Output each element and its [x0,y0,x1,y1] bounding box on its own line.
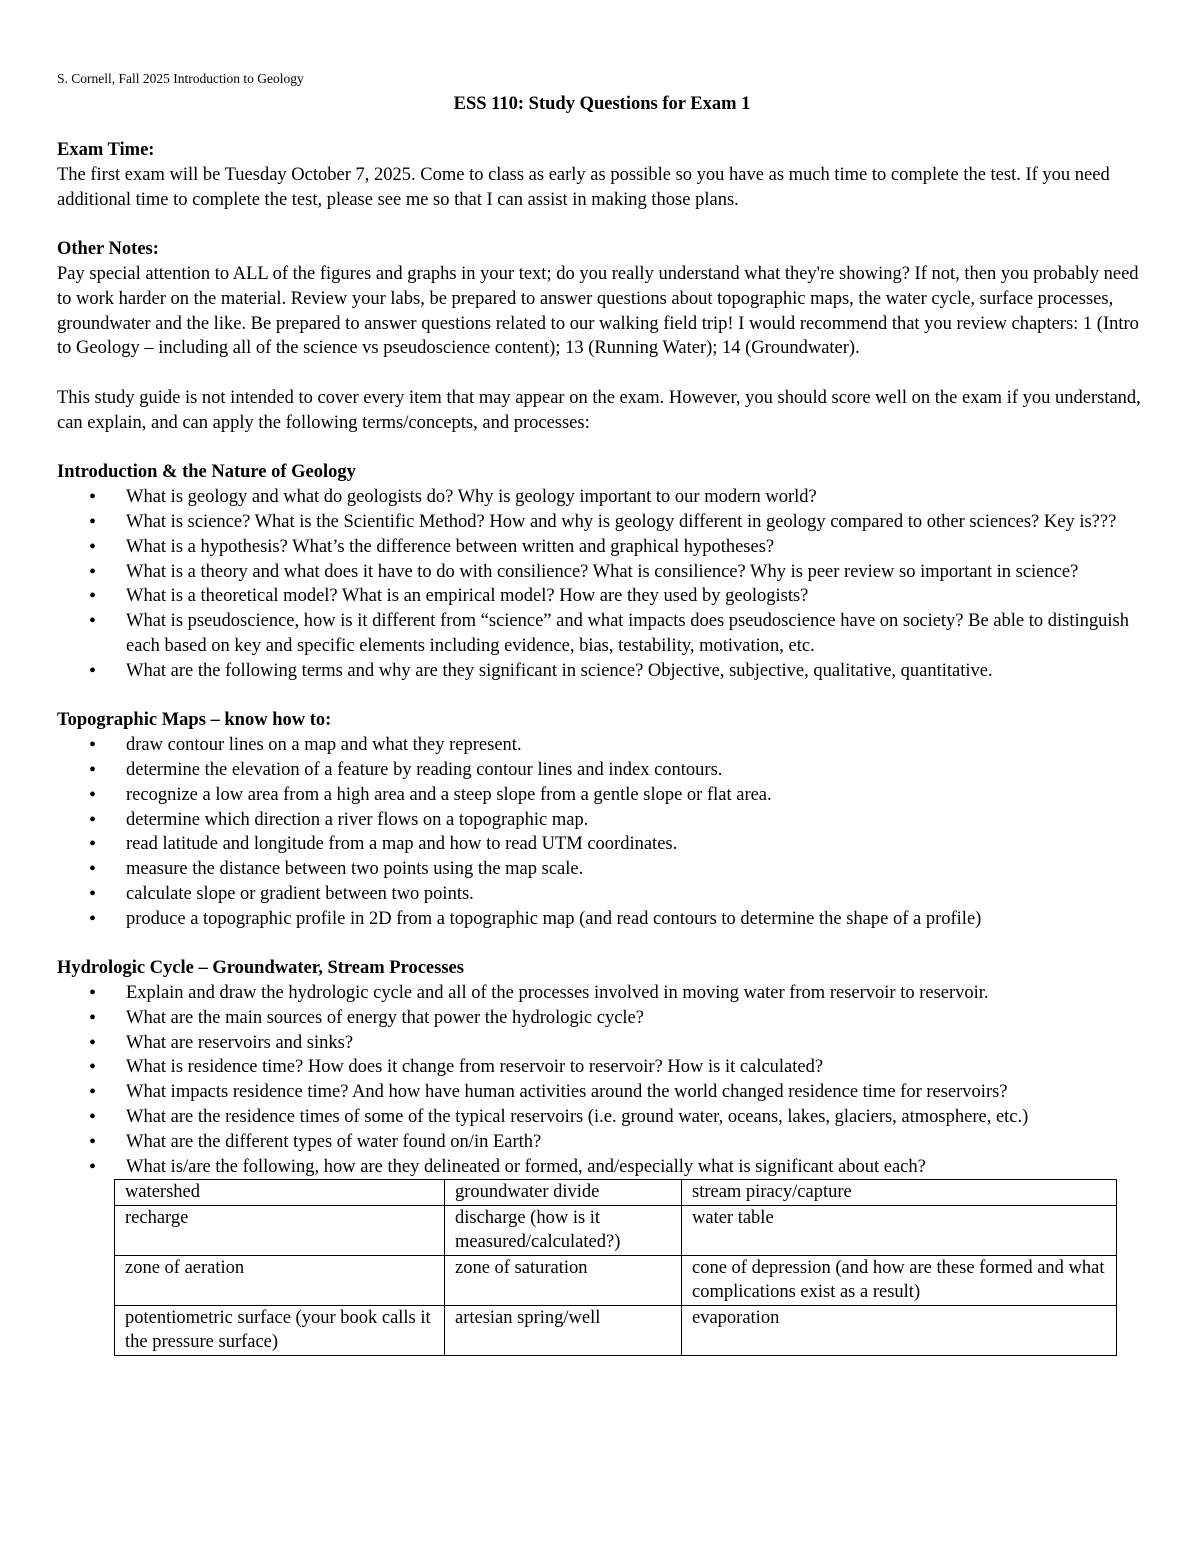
list-item: • produce a topographic profile in 2D from a topographic map (and read contours to determine the shape of a profile) [57,907,1147,932]
other-notes-heading: Other Notes: [57,239,159,260]
hydrologic-list [57,981,1147,1179]
list-item: • What is science? What is the Scientific Method? How and why is geology different in geology compared to other sciences? Key is??? [57,510,1147,535]
exam-time-heading: Exam Time: [57,140,155,160]
table-cell: artesian spring/well [445,1306,682,1356]
list-item: • What is geology and what do geologists do? Why is geology important to our modern world? [57,485,1147,510]
spacer [57,212,1147,237]
terms-table [114,1179,1117,1356]
list-item: • determine the elevation of a feature by reading contour lines and index contours. [57,758,1147,783]
table-row [115,1256,1117,1306]
table-cell: zone of saturation [445,1256,682,1306]
study-guide-note: This study guide is not intended to cover every item that may appear on the exam. However, you should score well on the exam if you understand, can explain, and can apply the following terms/concepts, and processes: [57,387,1141,433]
list-item: • What are the residence times of some of the typical reservoirs (i.e. ground water, oceans, lakes, glaciers, atmosphere, etc.) [57,1105,1147,1130]
table-cell: groundwater divide [445,1180,682,1206]
list-item: • What are the following terms and why are they significant in science? Objective, subjective, qualitative, quantitative. [57,659,1147,684]
spacer [57,361,1147,386]
list-item: • read latitude and longitude from a map and how to read UTM coordinates. [57,832,1147,857]
table-cell: potentiometric surface (your book calls it the pressure surface) [115,1306,445,1356]
list-item: • What are the main sources of energy that power the hydrologic cycle? [57,1006,1147,1031]
list-item: • What impacts residence time? And how have human activities around the world changed residence time for reservoirs? [57,1080,1147,1105]
other-notes-text: Pay special attention to ALL of the figures and graphs in your text; do you really understand what they're showing? If not, then you probably need to work harder on the material. Review your labs, be prepared to answer questions about topographic maps, the water cycle, surface processes, groundwater and the like. Be prepared to answer questions related to our walking field trip! I would recommend that you review chapters: 1 (Intro to Geology – including all of the science vs pseudoscience content); 13 (Running Water); 14 (Groundwater). [57,263,1139,359]
table-row [115,1306,1117,1356]
topographic-list [57,733,1147,931]
table-cell: stream piracy/capture [682,1180,1117,1206]
list-item: • determine which direction a river flows on a topographic map. [57,808,1147,833]
list-item: • What is/are the following, how are they delineated or formed, and/especially what is significant about each? [57,1155,1147,1180]
section-heading-topographic-maps: Topographic Maps – know how to: [57,710,332,731]
table-cell: recharge [115,1206,445,1256]
table-cell: water table [682,1206,1117,1256]
table-cell: watershed [115,1180,445,1206]
section-heading-hydrologic-cycle: Hydrologic Cycle – Groundwater, Stream Processes [57,958,464,979]
spacer [57,116,1147,138]
list-item: • calculate slope or gradient between two points. [57,882,1147,907]
course-header: S. Cornell, Fall 2025 Introduction to Geology [57,71,304,86]
list-item: • draw contour lines on a map and what they represent. [57,733,1147,758]
table-row [115,1180,1117,1206]
table-cell: discharge (how is it measured/calculated?) [445,1206,682,1256]
list-item: • What is a theoretical model? What is an empirical model? How are they used by geologists? [57,584,1147,609]
list-item: • What is residence time? How does it change from reservoir to reservoir? How is it calculated? [57,1055,1147,1080]
list-item: • What is pseudoscience, how is it different from “science” and what impacts does pseudoscience have on society? Be able to distinguish each based on key and specific elements including evidence, bias, testability, motivation, etc. [57,609,1147,659]
page-title: ESS 110: Study Questions for Exam 1 [453,94,751,114]
list-item: • measure the distance between two points using the map scale. [57,857,1147,882]
spacer [57,684,1147,709]
list-item: • What are reservoirs and sinks? [57,1031,1147,1056]
list-item: • What is a hypothesis? What’s the difference between written and graphical hypotheses? [57,535,1147,560]
spacer [57,436,1147,461]
table-cell: zone of aeration [115,1256,445,1306]
document-page [57,70,1147,1356]
table-row [115,1206,1117,1256]
spacer [57,932,1147,957]
section-heading-intro: Introduction & the Nature of Geology [57,462,356,483]
exam-time-text: The first exam will be Tuesday October 7, 2025. Come to class as early as possible so you have as much time to complete the test. If you need additional time to complete the test, please see me so that I can assist in making those plans. [57,164,1110,210]
list-item: • recognize a low area from a high area and a steep slope from a gentle slope or flat area. [57,783,1147,808]
intro-list [57,485,1147,683]
list-item: • Explain and draw the hydrologic cycle and all of the processes involved in moving water from reservoir to reservoir. [57,981,1147,1006]
list-item: • What is a theory and what does it have to do with consilience? What is consilience? Why is peer review so important in science? [57,560,1147,585]
list-item: • What are the different types of water found on/in Earth? [57,1130,1147,1155]
table-cell: evaporation [682,1306,1117,1356]
table-cell: cone of depression (and how are these formed and what complications exist as a result) [682,1256,1117,1306]
